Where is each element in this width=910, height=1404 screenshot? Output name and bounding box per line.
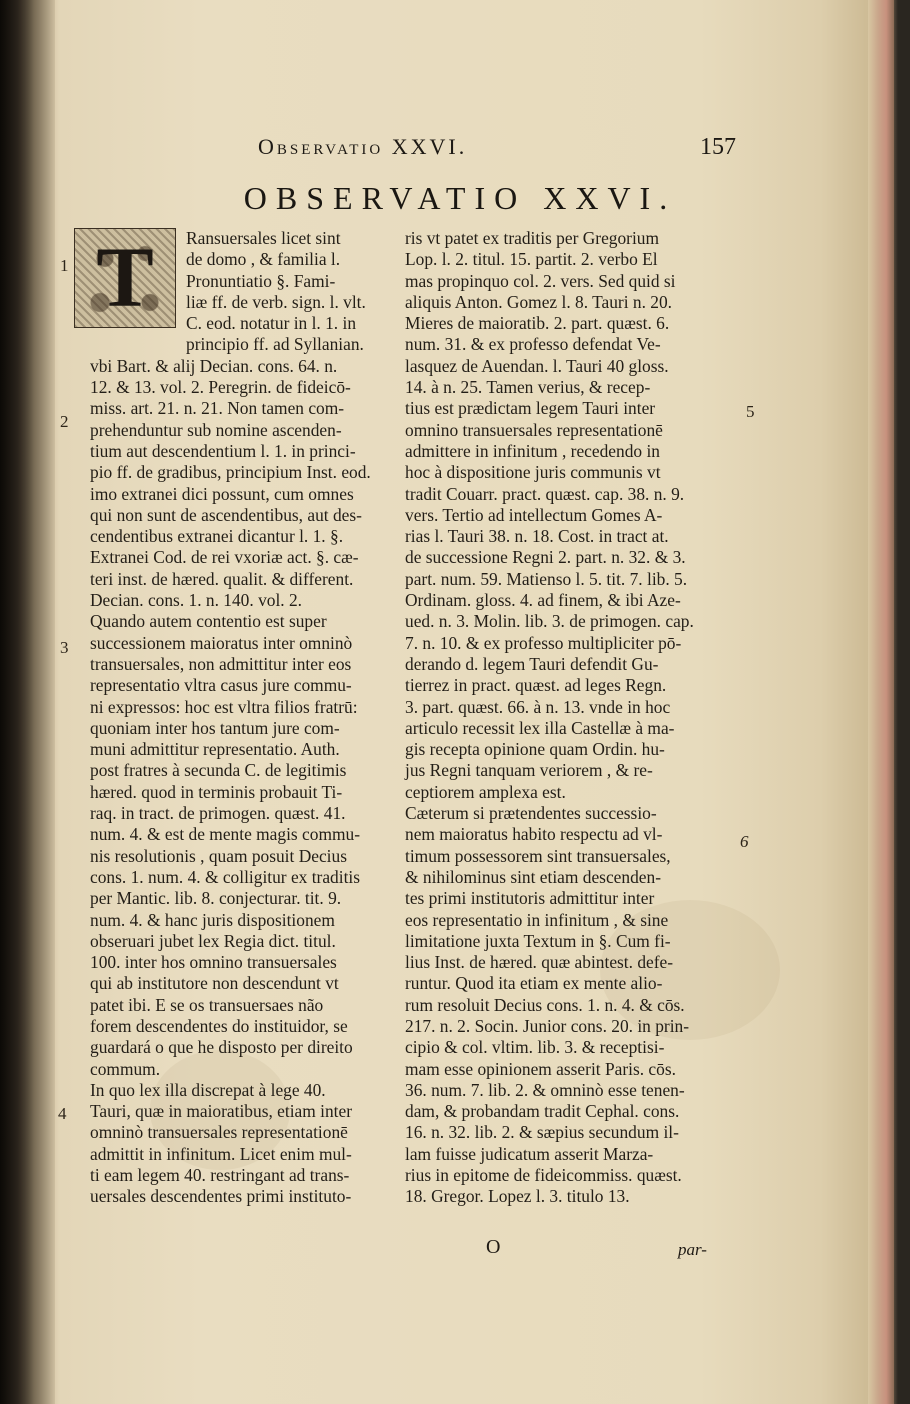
text-line: lam fuisse judicatum asserit Marza- <box>405 1143 654 1164</box>
text-line: de successione Regni 2. part. n. 32. & 3. <box>405 547 686 568</box>
text-line: principio ff. ad Syllanian. <box>186 334 364 355</box>
text-line: Pronuntiatio §. Fami- <box>186 270 336 291</box>
text-line: omnino transuersales representationē <box>405 419 663 440</box>
text-line: ni expressos: hoc est vltra filios fratrū: <box>90 696 358 717</box>
right-column <box>405 228 733 1208</box>
text-line: Quando autem contentio est super <box>90 611 327 632</box>
text-line: In quo lex illa discrepat à lege 40. <box>90 1079 326 1100</box>
text-line: nis resolutionis , quam posuit Decius <box>90 845 347 866</box>
text-line: nem maioratus habito respectu ad vl- <box>405 824 663 845</box>
initial-letter: T <box>96 229 154 325</box>
text-line: articulo recessit lex illa Castellæ à ma- <box>405 717 675 738</box>
margin-number: 2 <box>60 412 69 431</box>
text-line: Ransuersales licet sint <box>186 228 341 248</box>
text-line: tium aut descendentium l. 1. in princi- <box>90 440 356 461</box>
text-line: limitatione juxta Textum in §. Cum fi- <box>405 930 671 951</box>
text-line: 3. part. quæst. 66. à n. 13. vnde in hoc <box>405 696 671 717</box>
text-line: patet ibi. E se os transuersaes não <box>90 994 324 1015</box>
text-line: mam esse opinionem asserit Paris. cōs. <box>405 1058 676 1079</box>
text-line: 14. à n. 25. Tamen verius, & recep- <box>405 377 651 398</box>
text-line: tradit Couarr. pract. quæst. cap. 38. n. 9. <box>405 483 685 504</box>
text-line: ris vt patet ex traditis per Gregorium <box>405 228 660 248</box>
text-line: 18. Gregor. Lopez l. 3. titulo 13. <box>405 1186 630 1207</box>
margin-number: 6 <box>740 832 749 851</box>
text-line: de domo , & familia l. <box>186 249 341 270</box>
text-line: num. 4. & hanc juris dispositionem <box>90 909 335 930</box>
text-line: & nihilominus sint etiam descenden- <box>405 866 661 887</box>
text-line: hæred. quod in terminis probauit Ti- <box>90 781 343 802</box>
text-line: prehenduntur sub nomine ascenden- <box>90 419 342 440</box>
page-number: 157 <box>700 134 736 160</box>
text-line: obseruari jubet lex Regia dict. titul. <box>90 930 336 951</box>
text-line: lius Inst. de hæred. quæ abintest. defe- <box>405 952 674 973</box>
text-line: omninò transuersales representationē <box>90 1122 348 1143</box>
section-heading: OBSERVATIO XXVI. <box>243 180 677 216</box>
margin-number: 4 <box>58 1104 67 1123</box>
text-line: cendentibus extranei dicantur l. 1. §. <box>90 526 344 547</box>
text-line: imo extranei dici possunt, cum omnes <box>90 483 354 504</box>
left-column <box>90 228 392 1208</box>
text-line: Extranei Cod. de rei vxoriæ act. §. cæ- <box>90 547 359 568</box>
text-line: mas propinquo col. 2. vers. Sed quid si <box>405 270 676 291</box>
text-line: vers. Tertio ad intellectum Gomes A- <box>405 504 663 525</box>
text-line: liæ ff. de verb. sign. l. vlt. <box>186 291 366 312</box>
signature-mark: O <box>486 1236 501 1258</box>
text-line: qui ab institutore non descendunt vt <box>90 973 339 994</box>
text-line: uersales descendentes primi instituto- <box>90 1186 352 1207</box>
text-line: Ordinam. gloss. 4. ad finem, & ibi Aze- <box>405 590 681 611</box>
text-line: tierrez in pract. quæst. ad leges Regn. <box>405 675 667 696</box>
text-line: qui non sunt de ascendentibus, aut des- <box>90 504 362 525</box>
text-line: teri inst. de hæred. qualit. & different. <box>90 568 354 589</box>
text-line: guardará o que he disposto per direito <box>90 1037 353 1058</box>
text-line: raq. in tract. de primogen. quæst. 41. <box>90 803 346 824</box>
text-line: aliquis Anton. Gomez l. 8. Tauri n. 20. <box>405 291 673 312</box>
text-line: admittit in infinitum. Licet enim mul- <box>90 1143 352 1164</box>
text-line: gis recepta opinione quam Ordin. hu- <box>405 739 665 760</box>
text-line: lasquez de Auendan. l. Tauri 40 gloss. <box>405 355 669 376</box>
text-line: 217. n. 2. Socin. Junior cons. 20. in prin- <box>405 1015 690 1036</box>
running-head-title: Observatio XXVI. <box>258 134 468 159</box>
text-line: rum resoluit Decius cons. 1. n. 4. & cōs. <box>405 994 685 1015</box>
running-head <box>0 130 910 170</box>
margin-number: 1 <box>60 256 69 275</box>
text-line: miss. art. 21. n. 21. Non tamen com- <box>90 398 345 419</box>
text-line: muni admittitur representatio. Auth. <box>90 739 340 760</box>
text-line: post fratres à secunda C. de legitimis <box>90 760 347 781</box>
text-line: per Mantic. lib. 8. conjecturar. tit. 9. <box>90 888 342 909</box>
text-line: jus Regni tanquam veriorem , & re- <box>405 760 653 781</box>
text-line: rius in epitome de fideicommiss. quæst. <box>405 1165 682 1186</box>
catchword: par- <box>678 1240 707 1259</box>
text-line: representatio vltra casus jure commu- <box>90 675 352 696</box>
text-line: 12. & 13. vol. 2. Peregrin. de fideicō- <box>90 377 351 398</box>
text-line: Lop. l. 2. titul. 15. partit. 2. verbo El <box>405 249 658 270</box>
text-line: derando d. legem Tauri defendit Gu- <box>405 653 659 674</box>
text-line: successionem maioratus inter omninò <box>90 632 353 653</box>
text-line: forem descendentes do instituidor, se <box>90 1015 348 1036</box>
text-line: rias l. Tauri 38. n. 18. Cost. in tract at. <box>405 526 669 547</box>
text-line: cipio & col. vltim. lib. 3. & receptisi- <box>405 1037 665 1058</box>
text-line: num. 4. & est de mente magis commu- <box>90 824 360 845</box>
text-line: tes primi institutoris admittitur inter <box>405 888 655 909</box>
text-line: dam, & probandam tradit Cephal. cons. <box>405 1101 680 1122</box>
text-line: Tauri, quæ in maioratibus, etiam inter <box>90 1101 352 1122</box>
text-line: transuersales, non admittitur inter eos <box>90 653 352 674</box>
text-line: ceptiorem amplexa est. <box>405 781 566 802</box>
text-line: C. eod. notatur in l. 1. in <box>186 313 357 334</box>
text-line: Decian. cons. 1. n. 140. vol. 2. <box>90 590 303 611</box>
text-line: ti eam legem 40. restringant ad trans- <box>90 1165 350 1186</box>
margin-number: 3 <box>60 638 69 657</box>
text-line: quoniam inter hos tantum jure com- <box>90 717 340 738</box>
text-line: 100. inter hos omnino transuersales <box>90 952 337 973</box>
text-line: timum possessorem sint transuersales, <box>405 845 671 866</box>
text-line: part. num. 59. Matienso l. 5. tit. 7. lib. 5. <box>405 568 688 589</box>
text-line: hoc à dispositione juris communis vt <box>405 462 661 483</box>
text-line: 36. num. 7. lib. 2. & omninò esse tenen- <box>405 1079 685 1100</box>
text-line: 16. n. 32. lib. 2. & sæpius secundum il- <box>405 1122 679 1143</box>
text-line: tius est prædictam legem Tauri inter <box>405 398 656 419</box>
text-line: runtur. Quod ita etiam ex mente alio- <box>405 973 663 994</box>
text-line: vbi Bart. & alij Decian. cons. 64. n. <box>90 355 338 376</box>
text-line: Cæterum si prætendentes successio- <box>405 803 657 824</box>
text-line: commum. <box>90 1058 161 1079</box>
text-line: 7. n. 10. & ex professo multipliciter pō- <box>405 632 682 653</box>
text-line: admittere in infinitum , recedendo in <box>405 440 660 461</box>
margin-number: 5 <box>746 402 755 421</box>
text-line: eos representatio in infinitum , & sine <box>405 909 669 930</box>
text-line: cons. 1. num. 4. & colligitur ex traditis <box>90 866 361 887</box>
text-line: Mieres de maioratib. 2. part. quæst. 6. <box>405 313 670 334</box>
text-line: num. 31. & ex professo defendat Ve- <box>405 334 661 355</box>
text-line: pio ff. de gradibus, principium Inst. eod. <box>90 462 371 483</box>
text-line: ued. n. 3. Molin. lib. 3. de primogen. cap. <box>405 611 694 632</box>
